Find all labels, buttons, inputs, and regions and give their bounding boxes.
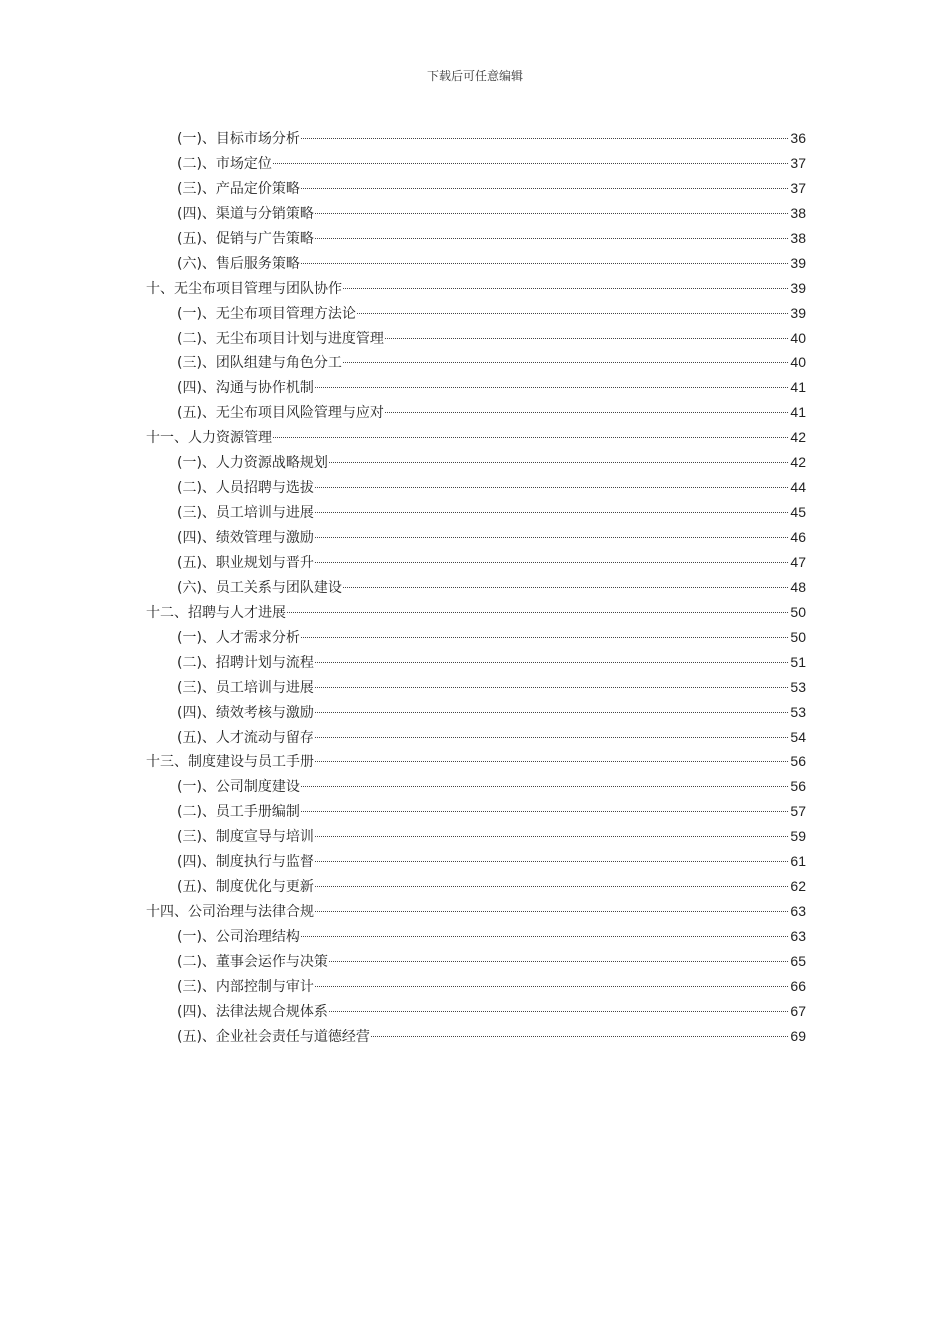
toc-entry-title: (二)、市场定位	[177, 155, 272, 172]
toc-entry[interactable]	[146, 675, 806, 700]
toc-entry[interactable]	[146, 251, 806, 276]
toc-entry[interactable]	[146, 874, 806, 899]
toc-entry-title: (二)、招聘计划与流程	[177, 654, 314, 671]
toc-entry-page-number: 54	[790, 728, 806, 745]
toc-entry-title: (三)、制度宣导与培训	[177, 829, 314, 846]
toc-entry-title: (六)、员工关系与团队建设	[177, 579, 342, 596]
toc-entry-title: (三)、员工培训与进展	[177, 505, 314, 522]
dot-leader	[315, 512, 788, 513]
dot-leader	[315, 761, 788, 762]
toc-entry-title: (二)、员工手册编制	[177, 804, 300, 821]
toc-entry-page-number: 56	[790, 753, 806, 770]
toc-entry[interactable]	[146, 924, 806, 949]
toc-entry-page-number: 39	[790, 254, 806, 271]
toc-entry-title: 十二、招聘与人才进展	[146, 604, 286, 621]
dot-leader	[315, 687, 788, 688]
dot-leader	[315, 213, 788, 214]
toc-entry[interactable]	[146, 749, 806, 774]
toc-entry-title: 十三、制度建设与员工手册	[146, 754, 314, 771]
dot-leader	[301, 263, 788, 264]
toc-entry-title: (六)、售后服务策略	[177, 255, 300, 272]
toc-entry-page-number: 38	[790, 229, 806, 246]
toc-entry-title: (一)、目标市场分析	[177, 131, 300, 147]
dot-leader	[301, 811, 788, 812]
dot-leader	[315, 836, 788, 837]
toc-entry-page-number: 65	[790, 952, 806, 969]
toc-entry-page-number: 39	[790, 304, 806, 321]
page-header: 下载后可任意编辑	[426, 69, 523, 83]
toc-entry-title: (四)、绩效考核与激励	[177, 704, 314, 721]
toc-entry[interactable]	[146, 1024, 806, 1049]
dot-leader	[329, 462, 788, 463]
toc-entry-page-number: 40	[790, 354, 806, 371]
toc-entry[interactable]	[146, 375, 806, 400]
toc-entry-title: (二)、董事会运作与决策	[177, 953, 328, 970]
toc-entry[interactable]	[146, 625, 806, 650]
toc-entry-title: (四)、沟通与协作机制	[177, 380, 314, 397]
toc-entry-page-number: 41	[790, 404, 806, 421]
toc-entry[interactable]	[146, 326, 806, 351]
dot-leader	[315, 986, 788, 987]
toc-entry-title: (一)、公司治理结构	[177, 929, 300, 945]
toc-entry-title: (五)、制度优化与更新	[177, 879, 314, 896]
dot-leader	[315, 537, 788, 538]
toc-entry-page-number: 59	[790, 828, 806, 845]
toc-entry-page-number: 42	[790, 454, 806, 471]
toc-entry[interactable]	[146, 226, 806, 251]
toc-entry-title: (四)、法律法规合规体系	[177, 1003, 328, 1020]
toc-entry[interactable]	[146, 799, 806, 824]
dot-leader	[371, 1036, 788, 1037]
toc-entry-page-number: 57	[790, 803, 806, 820]
toc-entry-title: (一)、人力资源战略规划	[177, 455, 328, 472]
toc-entry-page-number: 51	[790, 653, 806, 670]
toc-entry[interactable]	[146, 949, 806, 974]
toc-entry[interactable]	[146, 600, 806, 625]
toc-entry[interactable]	[146, 525, 806, 550]
toc-entry-page-number: 38	[790, 204, 806, 221]
toc-entry-page-number: 63	[790, 928, 806, 944]
toc-entry-page-number: 50	[790, 603, 806, 620]
toc-entry-title: (四)、制度执行与监督	[177, 854, 314, 871]
toc-entry-page-number: 46	[790, 529, 806, 545]
dot-leader	[301, 188, 788, 189]
toc-entry-page-number: 67	[790, 1002, 806, 1019]
dot-leader	[315, 487, 788, 488]
toc-entry-page-number: 37	[790, 179, 806, 196]
toc-entry[interactable]	[146, 500, 806, 525]
dot-leader	[385, 412, 788, 413]
dot-leader	[315, 737, 788, 738]
toc-entry[interactable]	[146, 475, 806, 500]
toc-entry-page-number: 53	[790, 703, 806, 720]
toc-entry-page-number: 61	[790, 853, 806, 870]
toc-entry-page-number: 56	[790, 778, 806, 795]
toc-entry-title: (五)、人才流动与留存	[177, 729, 314, 746]
toc-entry[interactable]	[146, 650, 806, 675]
toc-entry-page-number: 42	[790, 429, 806, 446]
toc-entry-title: (三)、内部控制与审计	[177, 978, 314, 995]
toc-entry-title: 十一、人力资源管理	[146, 430, 272, 447]
dot-leader	[315, 911, 788, 912]
dot-leader	[343, 587, 788, 588]
toc-entry-page-number: 62	[790, 878, 806, 895]
dot-leader	[301, 138, 788, 139]
toc-entry-page-number: 45	[790, 504, 806, 521]
toc-entry-title: (三)、员工培训与进展	[177, 679, 314, 696]
toc-entry[interactable]	[146, 151, 806, 176]
toc-entry-title: (三)、团队组建与角色分工	[177, 355, 342, 372]
dot-leader	[343, 288, 788, 289]
dot-leader	[315, 861, 788, 862]
dot-leader	[301, 786, 788, 787]
table-of-contents	[146, 126, 806, 1049]
toc-entry[interactable]	[146, 974, 806, 999]
toc-entry-page-number: 69	[790, 1027, 806, 1044]
dot-leader	[357, 313, 788, 314]
toc-entry-page-number: 41	[790, 379, 806, 396]
toc-entry[interactable]	[146, 301, 806, 326]
toc-entry-page-number: 53	[790, 678, 806, 695]
toc-entry-page-number: 44	[790, 479, 806, 496]
toc-entry-page-number: 40	[790, 329, 806, 346]
dot-leader	[315, 387, 788, 388]
toc-entry[interactable]	[146, 550, 806, 575]
toc-entry-page-number: 47	[790, 553, 806, 570]
toc-entry-title: (五)、促销与广告策略	[177, 230, 314, 247]
dot-leader	[315, 886, 788, 887]
toc-entry-title: (四)、绩效管理与激励	[177, 530, 314, 546]
toc-entry-page-number: 36	[790, 130, 806, 146]
toc-entry-title: (二)、无尘布项目计划与进度管理	[177, 330, 384, 347]
toc-entry-title: 十、无尘布项目管理与团队协作	[146, 280, 342, 297]
toc-entry[interactable]	[146, 276, 806, 301]
toc-entry[interactable]	[146, 725, 806, 750]
toc-entry[interactable]	[146, 176, 806, 201]
toc-entry-title: (一)、无尘布项目管理方法论	[177, 305, 356, 322]
dot-leader	[385, 338, 788, 339]
toc-entry[interactable]	[146, 899, 806, 924]
toc-entry[interactable]	[146, 425, 806, 450]
toc-entry[interactable]	[146, 774, 806, 799]
dot-leader	[301, 637, 788, 638]
dot-leader	[287, 612, 788, 613]
dot-leader	[315, 562, 788, 563]
toc-entry[interactable]	[146, 999, 806, 1024]
toc-entry-title: (四)、渠道与分销策略	[177, 205, 314, 222]
dot-leader	[315, 238, 788, 239]
toc-entry[interactable]	[146, 824, 806, 849]
toc-entry-title: (二)、人员招聘与选拔	[177, 480, 314, 497]
toc-entry-title: (五)、无尘布项目风险管理与应对	[177, 405, 384, 422]
dot-leader	[315, 662, 788, 663]
dot-leader	[343, 362, 788, 363]
toc-entry[interactable]	[146, 700, 806, 725]
toc-entry[interactable]	[146, 450, 806, 475]
toc-entry-page-number: 66	[790, 977, 806, 994]
dot-leader	[315, 712, 788, 713]
toc-entry[interactable]	[146, 575, 806, 600]
dot-leader	[273, 163, 788, 164]
dot-leader	[329, 961, 788, 962]
toc-entry-page-number: 37	[790, 154, 806, 171]
toc-entry-page-number: 50	[790, 628, 806, 645]
dot-leader	[273, 437, 788, 438]
dot-leader	[329, 1011, 788, 1012]
toc-entry-title: (一)、人才需求分析	[177, 629, 300, 646]
toc-entry-page-number: 63	[790, 903, 806, 920]
toc-entry-title: (一)、公司制度建设	[177, 779, 300, 796]
dot-leader	[301, 936, 788, 937]
toc-entry[interactable]	[146, 201, 806, 226]
toc-entry-title: 十四、公司治理与法律合规	[146, 904, 314, 921]
toc-entry-title: (五)、企业社会责任与道德经营	[177, 1028, 370, 1045]
toc-entry-page-number: 48	[790, 578, 806, 595]
toc-entry[interactable]	[146, 126, 806, 151]
toc-entry[interactable]	[146, 849, 806, 874]
toc-entry-title: (五)、职业规划与晋升	[177, 554, 314, 571]
toc-entry[interactable]	[146, 350, 806, 375]
toc-entry-title: (三)、产品定价策略	[177, 180, 300, 197]
toc-entry-page-number: 39	[790, 279, 806, 296]
toc-entry[interactable]	[146, 400, 806, 425]
